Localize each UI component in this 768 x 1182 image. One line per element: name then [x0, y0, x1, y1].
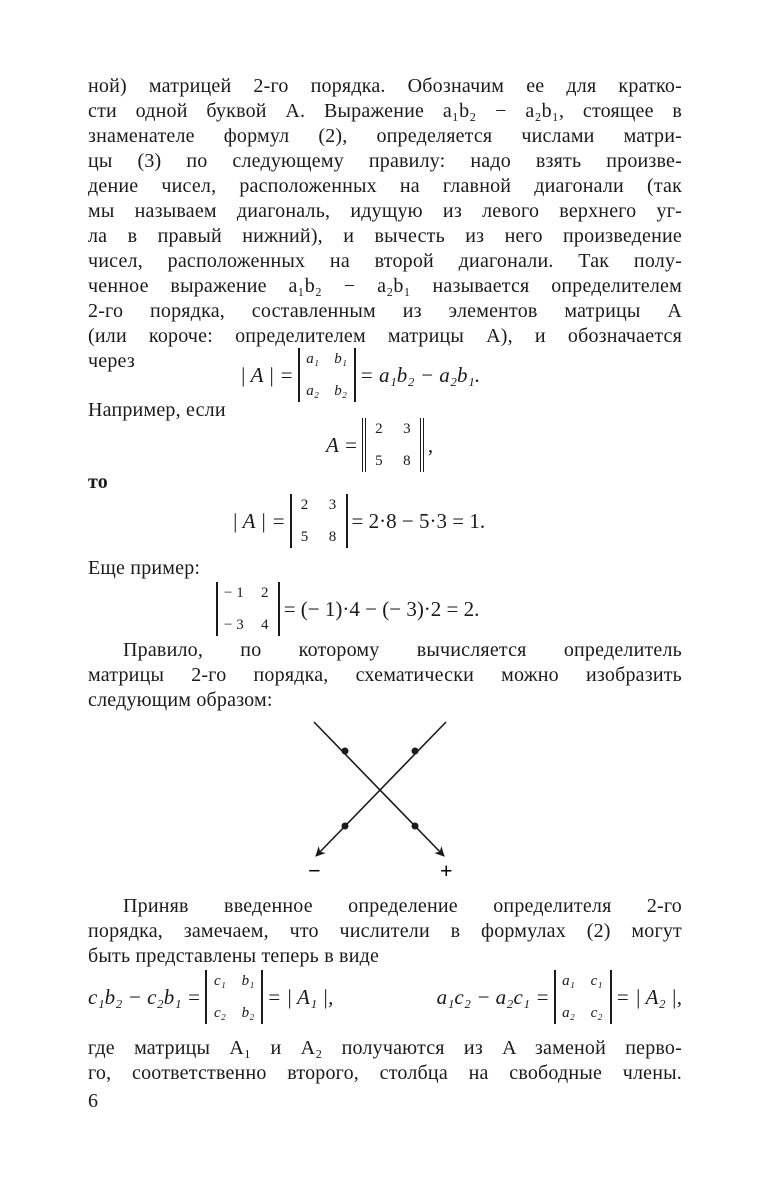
element-dot — [342, 748, 349, 755]
formula-rhs: = a₁b₂ − a₂b₁. — [359, 362, 481, 387]
matrix-cell: c₁ — [590, 973, 603, 989]
determinant-second-example — [212, 582, 479, 636]
text-line: ной) матрицей 2-го порядка. Обозначим ее для кратко- — [88, 75, 682, 97]
text-line: порядка, замечаем, что числители в формулах (2) могут — [88, 920, 682, 942]
matrix-cell: 5 — [300, 529, 309, 545]
formula-rhs: = 2·8 − 5·3 = 1. — [351, 508, 486, 533]
matrix-cell: b₁ — [334, 351, 347, 367]
determinant-bars — [290, 494, 348, 548]
matrix-cell: a₂ — [562, 1005, 575, 1021]
text-line: быть представлены теперь в виде — [88, 945, 380, 967]
formula-tail: , — [427, 432, 434, 457]
matrix-cell: a₁ — [562, 973, 575, 989]
text-line: матрицы 2-го порядка, схематически можно изобразить — [88, 664, 682, 686]
text-line: Правило, по которому вычисляется определитель — [123, 639, 682, 661]
then-word: то — [88, 471, 108, 493]
matrix-cell: 5 — [375, 453, 383, 469]
element-dot — [342, 823, 349, 830]
paragraph-definition — [88, 74, 682, 374]
text-line: цы (3) по следующему правилу: надо взять произве- — [88, 150, 682, 172]
text-line: ла в правый нижний), и вычесть из него произведение — [88, 225, 682, 247]
matrix-cell: 2 — [375, 421, 383, 437]
formula-lhs: A = — [326, 432, 358, 457]
page-number: 6 — [88, 1090, 98, 1112]
matrix-cell: − 1 — [224, 585, 244, 601]
text-line: Приняв введенное определение определителя 2-го — [123, 895, 682, 917]
matrix-cell: 3 — [328, 497, 337, 513]
matrix-cell: a₁ — [306, 351, 319, 367]
text-line: 2-го порядка, составленным из элементов матрицы A — [88, 300, 682, 322]
matrix-cell: 2 — [300, 497, 309, 513]
matrix-cell: − 3 — [224, 617, 244, 633]
determinant-definition-formula — [240, 348, 480, 402]
formula-lhs: c₁b₂ − c₂b₁ = — [88, 984, 201, 1009]
matrix-cell: 4 — [260, 617, 269, 633]
text-line: знаменателе формул (2), определяется числами матри- — [88, 125, 682, 147]
text-line: следующим образом: — [88, 689, 273, 711]
cross-diagram — [290, 716, 490, 886]
text-line: чисел, расположенных на второй диагонали. Так полу- — [88, 250, 682, 272]
matrix-cell: b₂ — [334, 383, 347, 399]
text-line: ченное выражение a₁b₂ − a₂b₁ называется определителем — [88, 275, 682, 297]
matrix-cell: c₂ — [214, 1005, 226, 1021]
second-diagonal-arrow — [316, 722, 446, 856]
formula-lhs: | A | = — [232, 508, 286, 533]
formula-rhs: = | A₁ |, — [266, 984, 334, 1009]
numerator-formulas — [88, 970, 682, 1024]
main-diagonal-arrow — [314, 722, 444, 856]
minus-label: − — [308, 858, 321, 883]
another-example: Еще пример: — [88, 557, 201, 579]
formula-lhs: | A | = — [240, 362, 294, 387]
text-line: дение чисел, расположенных на главной диагонали (так — [88, 175, 682, 197]
example-intro: Например, если — [88, 399, 226, 421]
matrix-cell: 2 — [260, 585, 269, 601]
determinant-example-formula — [232, 494, 485, 548]
formula-rhs: = (− 1)·4 − (− 3)·2 = 2. — [283, 596, 480, 621]
matrix-cell: b₁ — [241, 973, 255, 989]
paragraph-numerators — [88, 894, 682, 969]
determinant-bars — [205, 970, 263, 1024]
text-line: через — [88, 350, 135, 372]
paragraph-matrices — [88, 1036, 682, 1086]
matrix-cell: c₂ — [590, 1005, 603, 1021]
formula-lhs: a₁c₂ − a₂c₁ = — [436, 984, 550, 1009]
matrix-cell: 3 — [403, 421, 411, 437]
text-line: где матрицы A₁ и A₂ получаются из A заменой перво- — [88, 1037, 682, 1059]
plus-label: + — [440, 858, 453, 883]
matrix-example-formula — [326, 418, 433, 472]
element-dot — [412, 823, 419, 830]
formula-rhs: = | A₂ |, — [615, 984, 682, 1009]
matrix-cell: c₁ — [214, 973, 226, 989]
matrix-cell: 8 — [403, 453, 411, 469]
matrix-cell: a₂ — [306, 383, 319, 399]
element-dot — [412, 748, 419, 755]
matrix-bars — [362, 418, 424, 472]
text-line: мы называем диагональ, идущую из левого верхнего уг- — [88, 200, 682, 222]
determinant-bars — [298, 348, 356, 402]
matrix-cell: 8 — [328, 529, 337, 545]
determinant-bars — [554, 970, 612, 1024]
text-line: го, соответственно второго, столбца на свободные члены. — [88, 1062, 682, 1084]
matrix-cell: b₂ — [241, 1005, 255, 1021]
paragraph-rule — [88, 638, 682, 713]
determinant-bars — [216, 582, 280, 636]
text-line: (или короче: определителем матрицы A), и обозначается — [88, 325, 682, 347]
text-line: сти одной буквой A. Выражение a₁b₂ − a₂b₁, стоящее в — [88, 100, 682, 122]
